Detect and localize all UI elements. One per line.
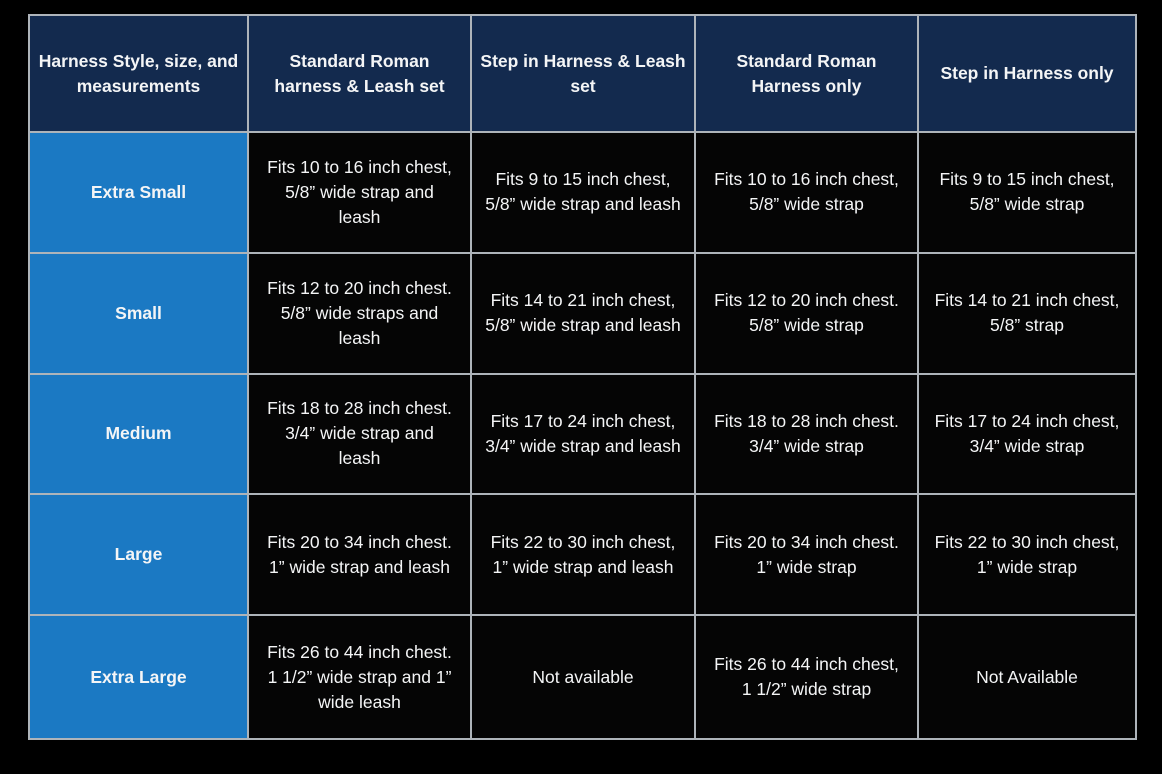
column-header-step-in-only: Step in Harness only bbox=[918, 15, 1136, 132]
cell-large-standard-only: Fits 20 to 34 inch chest. 1” wide strap bbox=[695, 494, 918, 615]
row-header-medium: Medium bbox=[29, 374, 248, 495]
cell-extra-large-standard-only: Fits 26 to 44 inch chest, 1 1/2” wide strap bbox=[695, 615, 918, 739]
cell-large-standard-set: Fits 20 to 34 inch chest. 1” wide strap and leash bbox=[248, 494, 471, 615]
cell-medium-step-in-only: Fits 17 to 24 inch chest, 3/4” wide strap bbox=[918, 374, 1136, 495]
row-header-small: Small bbox=[29, 253, 248, 374]
cell-large-step-in-set: Fits 22 to 30 inch chest, 1” wide strap and leash bbox=[471, 494, 695, 615]
column-header-standard-roman-only: Standard Roman Harness only bbox=[695, 15, 918, 132]
cell-medium-standard-only: Fits 18 to 28 inch chest. 3/4” wide strap bbox=[695, 374, 918, 495]
cell-small-step-in-set: Fits 14 to 21 inch chest, 5/8” wide strap and leash bbox=[471, 253, 695, 374]
cell-medium-standard-set: Fits 18 to 28 inch chest. 3/4” wide strap and leash bbox=[248, 374, 471, 495]
cell-extra-small-standard-only: Fits 10 to 16 inch chest, 5/8” wide strap bbox=[695, 132, 918, 253]
header-row bbox=[29, 15, 1136, 132]
column-header-style-size-measurements: Harness Style, size, and measurements bbox=[29, 15, 248, 132]
cell-small-standard-only: Fits 12 to 20 inch chest. 5/8” wide strap bbox=[695, 253, 918, 374]
cell-extra-small-standard-set: Fits 10 to 16 inch chest, 5/8” wide strap and leash bbox=[248, 132, 471, 253]
cell-medium-step-in-set: Fits 17 to 24 inch chest, 3/4” wide strap and leash bbox=[471, 374, 695, 495]
table-row-extra-small bbox=[29, 132, 1136, 253]
column-header-standard-roman-leash-set: Standard Roman harness & Leash set bbox=[248, 15, 471, 132]
cell-extra-large-standard-set: Fits 26 to 44 inch chest. 1 1/2” wide strap and 1” wide leash bbox=[248, 615, 471, 739]
cell-extra-large-step-in-set: Not available bbox=[471, 615, 695, 739]
harness-size-chart bbox=[28, 14, 1137, 740]
cell-small-step-in-only: Fits 14 to 21 inch chest, 5/8” strap bbox=[918, 253, 1136, 374]
table-row-extra-large bbox=[29, 615, 1136, 739]
table-row-medium bbox=[29, 374, 1136, 495]
table-row-large bbox=[29, 494, 1136, 615]
cell-extra-small-step-in-set: Fits 9 to 15 inch chest, 5/8” wide strap and leash bbox=[471, 132, 695, 253]
cell-extra-large-step-in-only: Not Available bbox=[918, 615, 1136, 739]
cell-small-standard-set: Fits 12 to 20 inch chest. 5/8” wide straps and leash bbox=[248, 253, 471, 374]
row-header-extra-large: Extra Large bbox=[29, 615, 248, 739]
table-row-small bbox=[29, 253, 1136, 374]
row-header-extra-small: Extra Small bbox=[29, 132, 248, 253]
cell-large-step-in-only: Fits 22 to 30 inch chest, 1” wide strap bbox=[918, 494, 1136, 615]
cell-extra-small-step-in-only: Fits 9 to 15 inch chest, 5/8” wide strap bbox=[918, 132, 1136, 253]
row-header-large: Large bbox=[29, 494, 248, 615]
column-header-step-in-leash-set: Step in Harness & Leash set bbox=[471, 15, 695, 132]
